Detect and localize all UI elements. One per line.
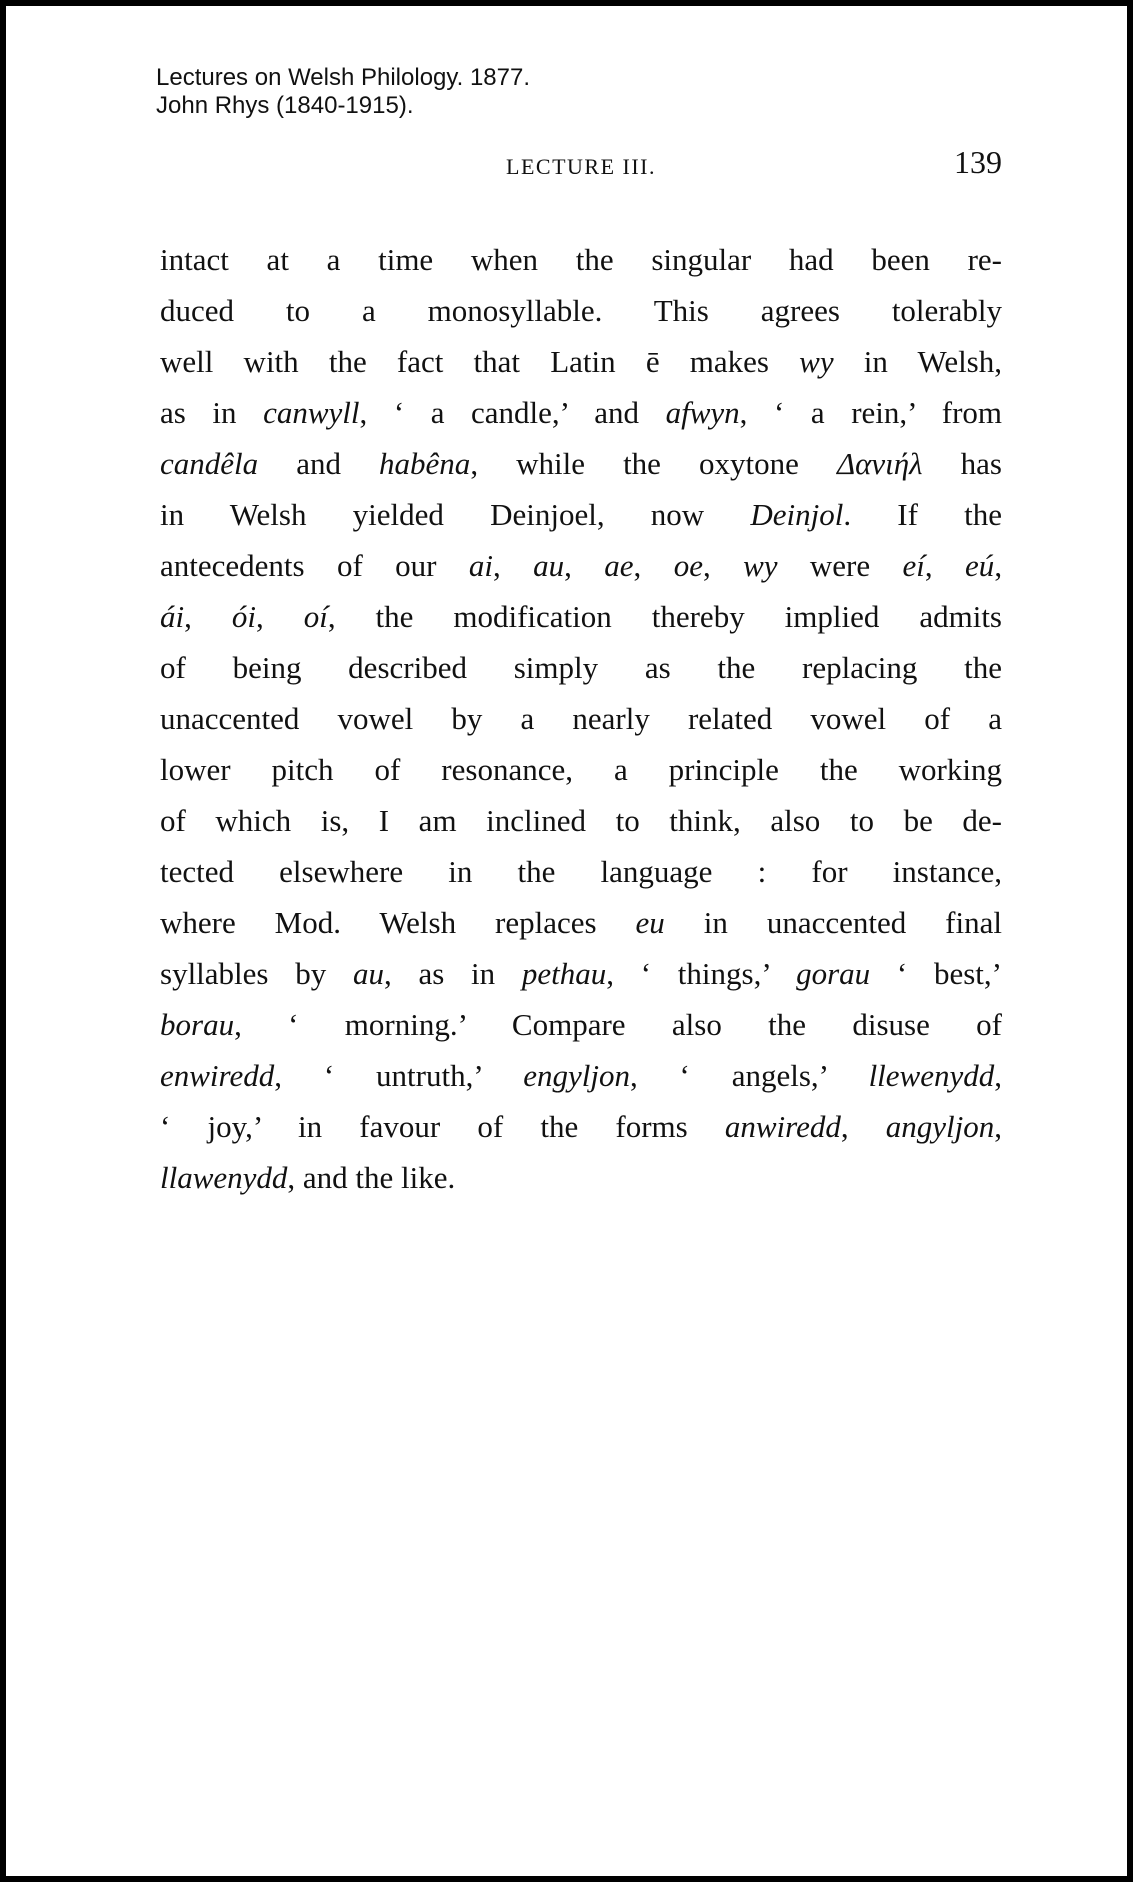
italic-word: ae	[604, 548, 634, 583]
italic-word: engyljon	[523, 1058, 630, 1093]
text-segment: ,	[994, 1058, 1002, 1093]
italic-word: wy	[743, 548, 778, 583]
text-segment: , ‘ things,’	[606, 956, 797, 991]
text-line	[160, 846, 1002, 897]
italic-word: ai	[468, 548, 493, 583]
italic-word: enwiredd	[160, 1058, 275, 1093]
text-segment: ,	[255, 599, 304, 634]
text-segment: in Welsh,	[833, 344, 1002, 379]
text-segment: ,	[184, 599, 232, 634]
text-segment: and	[258, 446, 380, 481]
italic-word: oí	[303, 599, 328, 634]
italic-word: Δανιήλ	[836, 446, 923, 481]
italic-word: au	[533, 548, 565, 583]
text-segment: antecedents of our	[160, 548, 469, 583]
text-segment: ,	[702, 548, 744, 583]
text-segment: of which is, I am inclined to think, also to be de-	[160, 803, 1002, 838]
running-title: LECTURE III.	[506, 154, 656, 179]
text-segment: as in	[160, 395, 264, 430]
text-segment: were	[777, 548, 903, 583]
text-segment: , ‘ angels,’	[629, 1058, 869, 1093]
text-line	[160, 1050, 1002, 1101]
italic-word: ái	[160, 599, 185, 634]
text-segment: ‘ best,’	[870, 956, 1002, 991]
text-segment: ,	[493, 548, 534, 583]
text-line	[160, 387, 1002, 438]
text-segment: , ‘ a candle,’ and	[359, 395, 666, 430]
text-segment: of being described simply as the replacing the	[160, 650, 1002, 685]
text-segment: tected elsewhere in the language : for instance,	[160, 854, 1002, 889]
text-segment: , ‘ untruth,’	[274, 1058, 524, 1093]
italic-word: ói	[231, 599, 256, 634]
italic-word: llawenydd	[160, 1160, 288, 1195]
watermark-title: Lectures on Welsh Philology. 1877.	[156, 64, 531, 91]
text-segment: . If the	[843, 497, 1002, 532]
text-line	[160, 1101, 1002, 1152]
text-line	[160, 489, 1002, 540]
italic-word: eí	[902, 548, 925, 583]
italic-word: habêna	[379, 446, 471, 481]
italic-word: canwyll	[263, 395, 360, 430]
italic-word: eu	[635, 905, 665, 940]
text-line	[160, 693, 1002, 744]
text-segment: lower pitch of resonance, a principle the working	[160, 752, 1002, 787]
text-segment: ‘ joy,’ in favour of the forms	[160, 1109, 725, 1144]
italic-word: pethau	[521, 956, 607, 991]
text-line	[160, 438, 1002, 489]
text-segment: , while the oxytone	[470, 446, 837, 481]
text-line	[160, 744, 1002, 795]
text-line	[160, 999, 1002, 1050]
italic-word: llewenydd	[868, 1058, 995, 1093]
text-segment: in Welsh yielded Deinjoel, now	[160, 497, 751, 532]
italic-word: eú	[965, 548, 995, 583]
body-text	[160, 234, 1002, 1203]
text-line	[160, 540, 1002, 591]
text-line	[160, 795, 1002, 846]
text-segment: well with the fact that Latin ē makes	[160, 344, 800, 379]
text-line	[160, 336, 1002, 387]
text-segment: duced to a monosyllable. This agrees tolerably	[160, 293, 1002, 328]
text-segment: ,	[633, 548, 674, 583]
text-segment: ,	[564, 548, 605, 583]
page-number: 139	[954, 144, 1002, 180]
text-line	[160, 234, 1002, 285]
italic-word: angyljon	[885, 1109, 995, 1144]
text-segment: , ‘ morning.’ Compare also the disuse of	[234, 1007, 1002, 1042]
text-segment: , the modification thereby implied admits	[327, 599, 1002, 634]
italic-word: candêla	[160, 446, 259, 481]
italic-word: wy	[799, 344, 834, 379]
text-segment: unaccented vowel by a nearly related vowel of a	[160, 701, 1002, 736]
italic-word: oe	[673, 548, 703, 583]
text-segment: ,	[994, 1109, 1003, 1144]
italic-word: anwiredd	[724, 1109, 841, 1144]
italic-word: Deinjol	[750, 497, 844, 532]
text-segment: , and the like.	[287, 1160, 456, 1195]
text-segment: in unaccented final	[664, 905, 1002, 940]
text-line	[160, 591, 1002, 642]
text-segment: ,	[840, 1109, 886, 1144]
text-line	[160, 642, 1002, 693]
text-line	[160, 948, 1002, 999]
text-line	[160, 1152, 1002, 1203]
text-segment: syllables by	[160, 956, 353, 991]
running-header	[160, 144, 1002, 184]
text-segment: ,	[924, 548, 966, 583]
text-segment: where Mod. Welsh replaces	[160, 905, 636, 940]
text-line	[160, 285, 1002, 336]
italic-word: borau	[160, 1007, 235, 1042]
watermark-author: John Rhys (1840-1915).	[156, 92, 414, 119]
text-line	[160, 897, 1002, 948]
italic-word: afwyn	[665, 395, 740, 430]
text-segment: , as in	[383, 956, 522, 991]
text-segment: intact at a time when the singular had been re-	[160, 242, 1002, 277]
text-segment: , ‘ a rein,’ from	[739, 395, 1003, 430]
italic-word: gorau	[796, 956, 871, 991]
text-segment: has	[922, 446, 1002, 481]
italic-word: au	[352, 956, 384, 991]
text-segment: ,	[994, 548, 1003, 583]
